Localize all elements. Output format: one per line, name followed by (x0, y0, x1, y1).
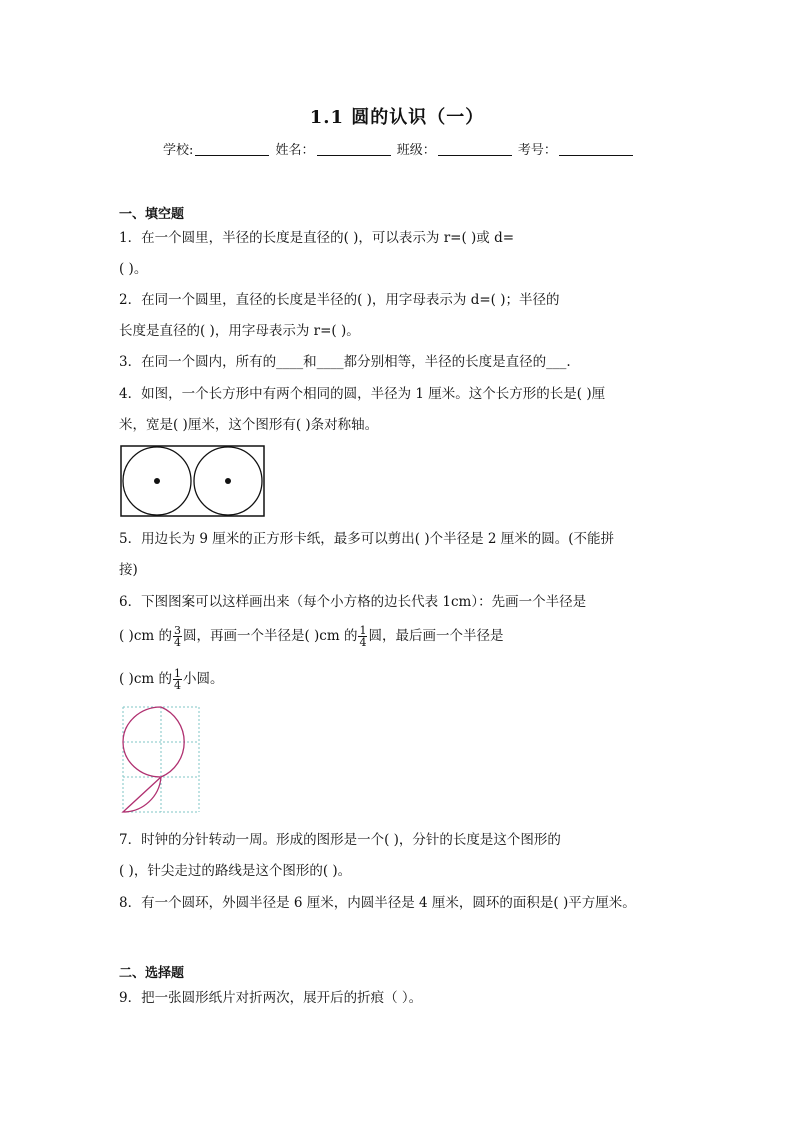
q3-line1: 3．在同一个圆内，所有的____和____都分别相等，半径的长度是直径的___. (119, 354, 571, 370)
fraction-denominator: 4 (173, 679, 181, 692)
q6-line3 (119, 668, 223, 691)
q5-line2: 接) (119, 562, 138, 578)
q6-l3-text-a: ( )cm 的 (119, 671, 172, 687)
rectangle-outline (121, 446, 264, 516)
q6-l2-text-a: ( )cm 的 (119, 628, 172, 644)
grid-spiral-figure (119, 704, 203, 818)
class-blank (438, 141, 512, 156)
fraction-one-quarter-small (173, 668, 182, 691)
q6-line1: 6．下图图案可以这样画出来（每个小方格的边长代表 1cm）：先画一个半径是 (119, 594, 587, 610)
name-blank (317, 141, 391, 156)
grid-lines (123, 707, 199, 812)
q7-line2: ( )，针尖走过的路线是这个图形的( )。 (119, 863, 352, 879)
q2-line2: 长度是直径的( )，用字母表示为 r=( )。 (119, 323, 360, 339)
exam-no-label: 考号： (517, 143, 557, 158)
q6-l2-text-b: 圆，再画一个半径是( )cm 的 (182, 628, 358, 644)
q1-line2: ( )。 (119, 261, 148, 277)
school-blank (195, 141, 269, 156)
q6-l2-text-c: 圆，最后画一个半径是 (368, 628, 504, 644)
page-title: 1.1 圆的认识（一） (309, 107, 485, 128)
q5-line1: 5．用边长为 9 厘米的正方形卡纸，最多可以剪出( )个半径是 2 厘米的圆。(不能拼 (119, 531, 615, 547)
q4-line1: 4．如图，一个长方形中有两个相同的圆，半径为 1 厘米。这个长方形的长是( )厘 (119, 386, 606, 402)
fraction-one-quarter (358, 625, 367, 648)
section-choice-heading: 二、选择题 (119, 966, 185, 981)
fraction-numerator: 1 (173, 667, 181, 680)
fraction-numerator: 3 (173, 624, 181, 637)
spiral-curve (123, 707, 184, 812)
right-circle-center (225, 478, 231, 484)
school-label: 学校: (163, 143, 194, 158)
two-circles-rectangle-figure (119, 444, 267, 518)
q7-line1: 7．时钟的分针转动一周。形成的图形是一个( )，分针的长度是这个图形的 (119, 832, 561, 848)
q2-line1: 2．在同一个圆里，直径的长度是半径的( )，用字母表示为 d=( )；半径的 (119, 292, 560, 308)
student-info-line (163, 139, 635, 158)
q1-line1: 1．在一个圆里，半径的长度是直径的( )，可以表示为 r=( )或 d= (119, 230, 515, 246)
q4-line2: 米，宽是( )厘米，这个图形有( )条对称轴。 (119, 417, 379, 433)
class-label: 班级： (396, 143, 436, 158)
name-label: 姓名： (275, 143, 315, 158)
q8-line1: 8．有一个圆环，外圆半径是 6 厘米，内圆半径是 4 厘米，圆环的面积是( )平方厘米。 (119, 895, 636, 911)
fraction-denominator: 4 (359, 636, 367, 649)
q6-l3-text-b: 小圆。 (182, 671, 224, 687)
fraction-numerator: 1 (359, 624, 367, 637)
left-circle-center (154, 478, 160, 484)
section-fill-in-heading: 一、填空题 (119, 207, 185, 222)
exam-no-blank (559, 141, 633, 156)
fraction-three-quarters (173, 625, 182, 648)
fraction-denominator: 4 (173, 636, 181, 649)
q9-line1: 9．把一张圆形纸片对折两次，展开后的折痕（ ）。 (119, 990, 423, 1006)
q6-line2 (119, 625, 503, 648)
